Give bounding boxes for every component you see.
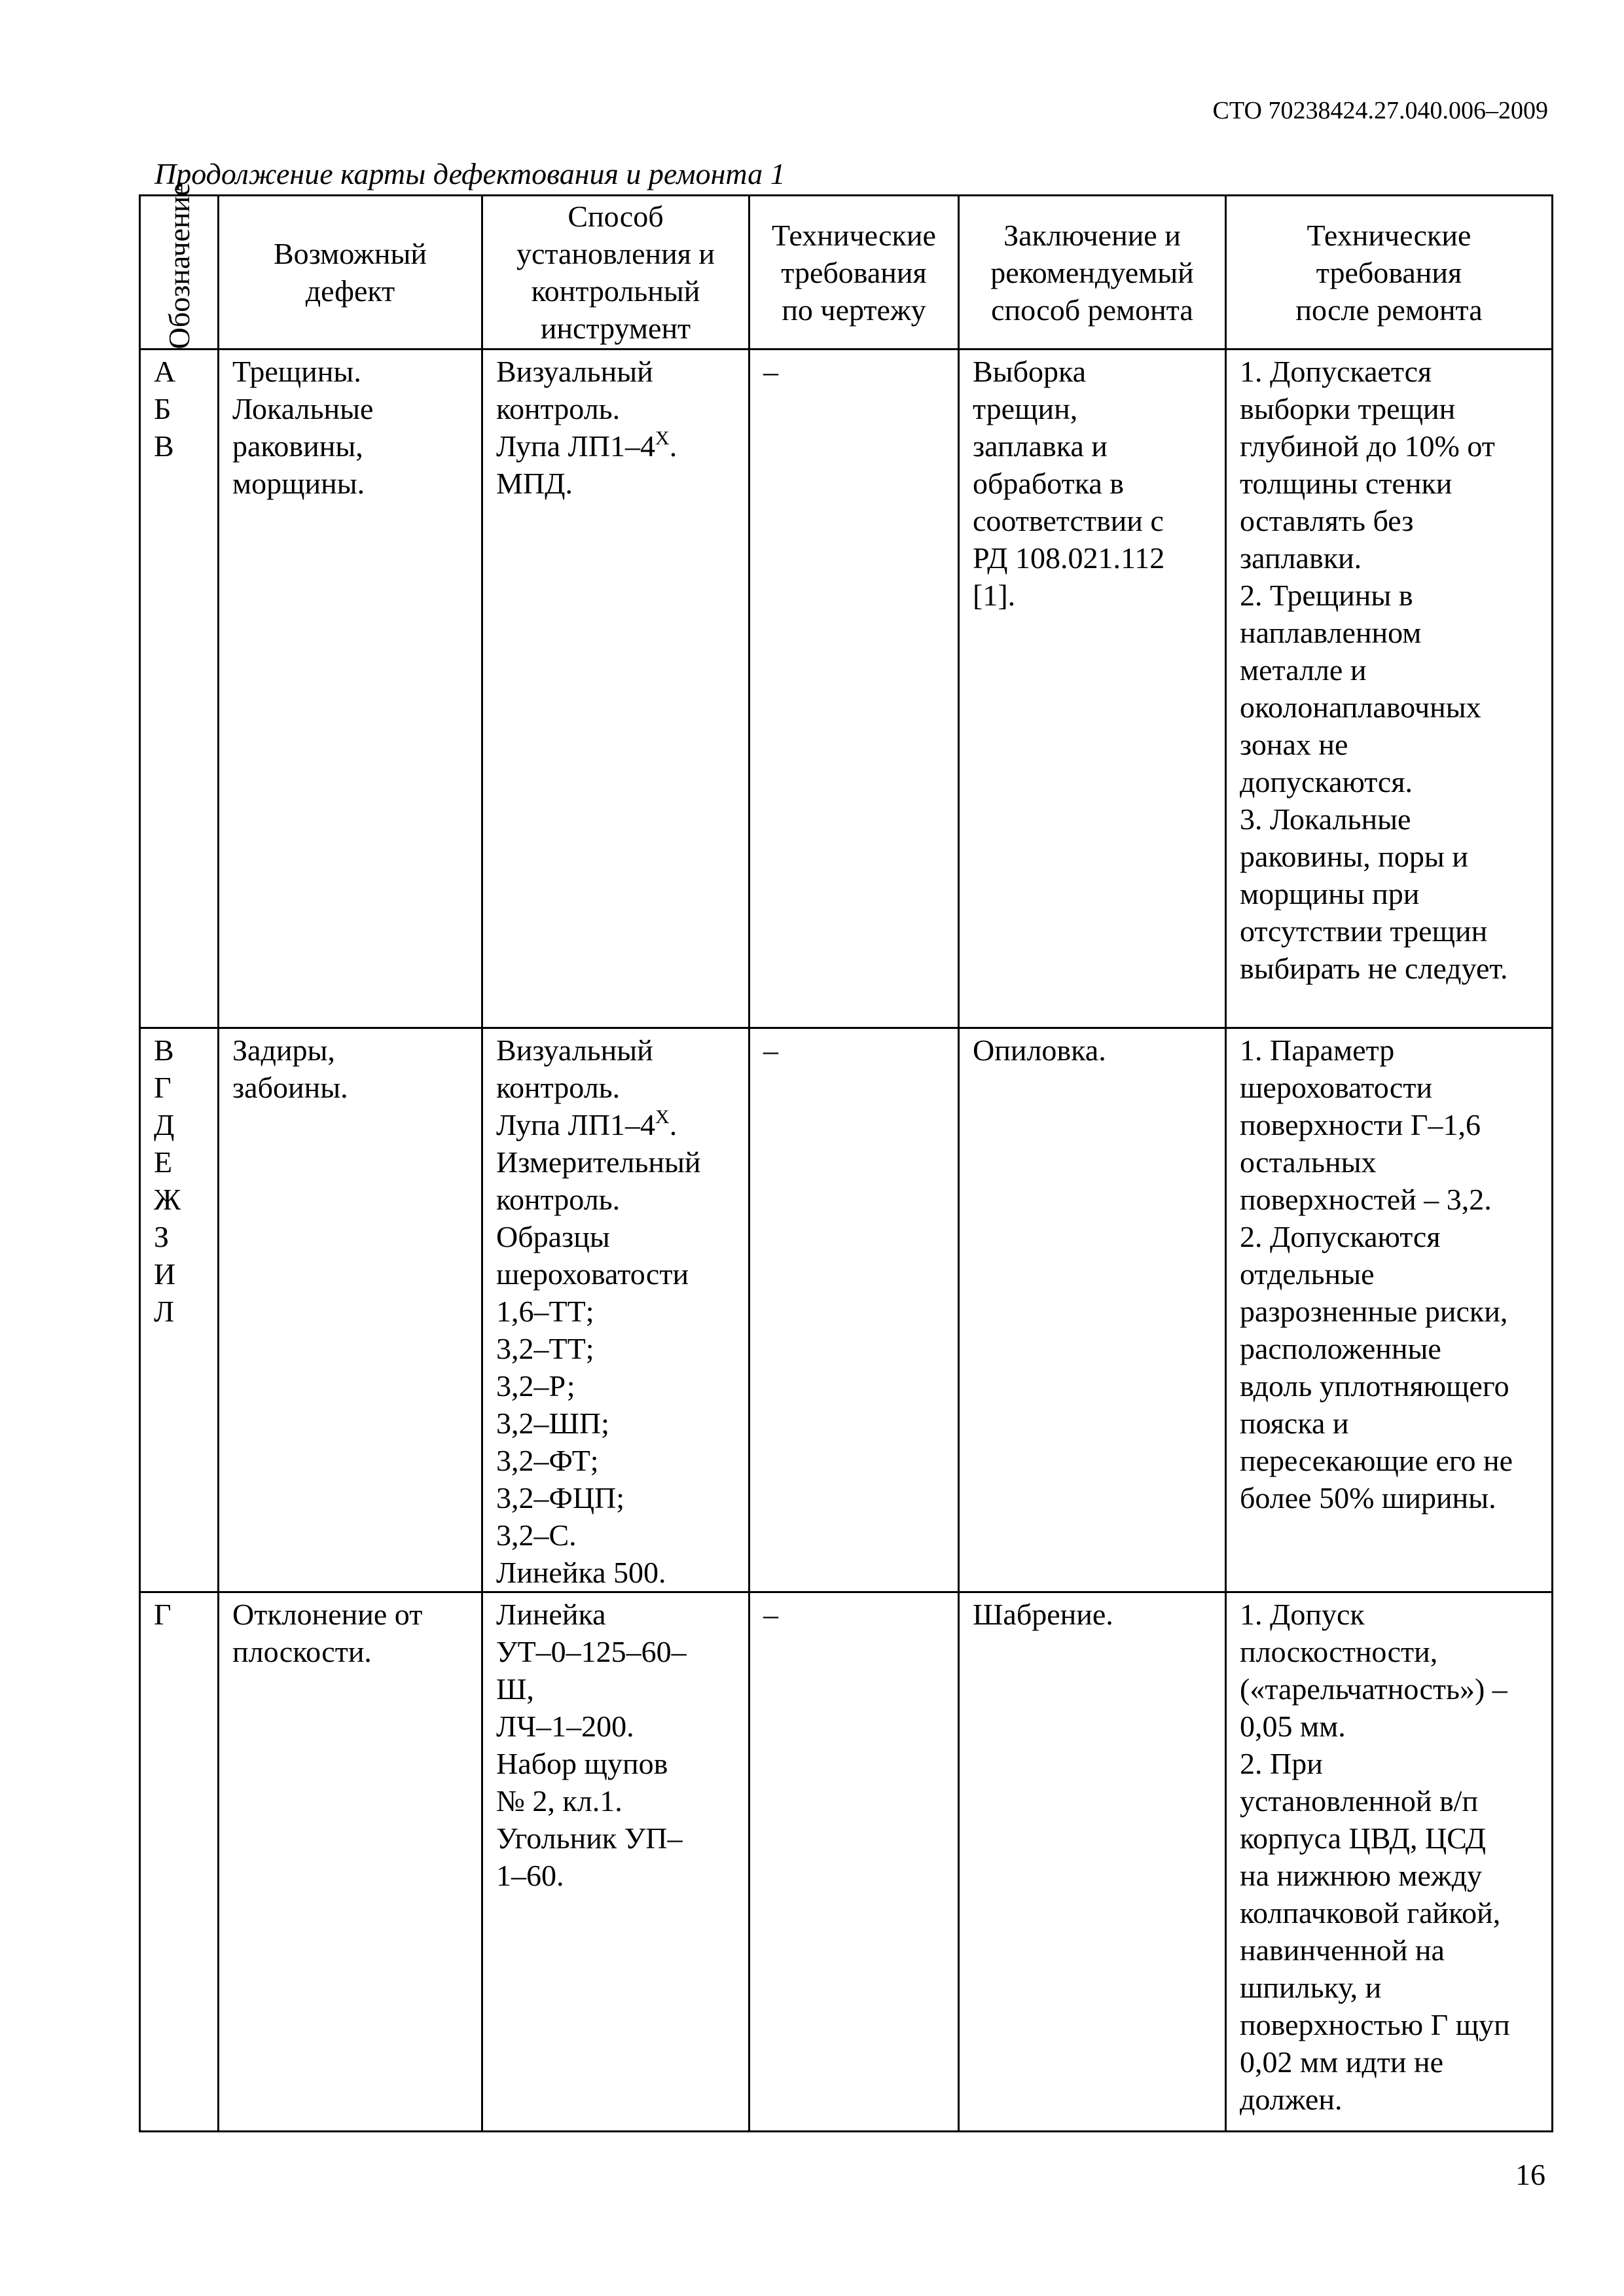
cell-text-line: плоскостности, bbox=[1240, 1635, 1438, 1668]
cell-text-line: 2. Допускаются bbox=[1240, 1220, 1441, 1253]
cell-text-line: рекомендуемый bbox=[990, 255, 1194, 289]
cell-text-line: Шабрение. bbox=[973, 1598, 1113, 1631]
header-designation bbox=[140, 183, 219, 350]
cell-text-line: 3. Локальные bbox=[1240, 802, 1411, 836]
cell-text-line: шероховатости bbox=[1240, 1071, 1433, 1104]
cell-text-line: Е bbox=[154, 1145, 173, 1179]
cell-text-line: отсутствии трещин bbox=[1240, 914, 1488, 948]
cell-defect bbox=[219, 1592, 482, 2132]
cell-text-line: поверхностей – 3,2. bbox=[1240, 1183, 1492, 1216]
cell-text-line: Трещины. bbox=[232, 355, 361, 388]
header-row bbox=[140, 196, 1553, 350]
cell-text-line: Образцы bbox=[496, 1220, 610, 1253]
cell-text-line: Выборка bbox=[973, 355, 1087, 388]
cell-text-line: 1. Допускается bbox=[1240, 355, 1432, 388]
header-designation-text: Обозначение bbox=[162, 183, 196, 350]
cell-text-line: инструмент bbox=[540, 312, 691, 345]
cell-text-line: раковины, bbox=[232, 429, 363, 463]
cell-text-line: более 50% ширины. bbox=[1240, 1481, 1496, 1515]
cell-text-line: Визуальный bbox=[496, 1033, 653, 1067]
cell-text-line: Задиры, bbox=[232, 1033, 335, 1067]
cell-conclusion bbox=[959, 1028, 1226, 1592]
cell-designation bbox=[140, 350, 219, 1028]
cell-method bbox=[482, 1028, 749, 1592]
cell-text-line: Линейка 500. bbox=[496, 1556, 666, 1589]
cell-text-line: трещин, bbox=[973, 392, 1078, 425]
cell-text-line: после ремонта bbox=[1295, 293, 1483, 327]
cell-text-line: Заключение и bbox=[1003, 218, 1181, 252]
cell-text-line: морщины. bbox=[232, 467, 365, 500]
cell-text-line: 3,2–ШП; bbox=[496, 1407, 609, 1440]
cell-text-line: установления и bbox=[516, 237, 715, 270]
cell-drawing-requirements bbox=[749, 1592, 959, 2132]
cell-text-line: способ ремонта bbox=[991, 293, 1193, 327]
cell-text-line: контрольный bbox=[531, 274, 700, 308]
cell-text-line: отдельные bbox=[1240, 1257, 1375, 1291]
table-row bbox=[140, 1592, 1553, 2132]
cell-text-line: Д bbox=[154, 1108, 175, 1141]
document-code: СТО 70238424.27.040.006–2009 bbox=[1212, 97, 1548, 124]
cell-text-line: контроль. bbox=[496, 1183, 621, 1216]
cell-text-line: 3,2–ФЦП; bbox=[496, 1481, 625, 1515]
cell-text-line: выбирать не следует. bbox=[1240, 952, 1508, 985]
cell-method bbox=[482, 350, 749, 1028]
cell-designation bbox=[140, 1592, 219, 2132]
cell-text-line: Технические bbox=[772, 218, 936, 252]
cell-text-line: контроль. bbox=[496, 392, 621, 425]
superscript: Х bbox=[655, 1106, 670, 1128]
cell-text-line: 2. Трещины в bbox=[1240, 579, 1413, 612]
cell-text-line: оставлять без bbox=[1240, 504, 1414, 537]
cell-text-line: обработка в bbox=[973, 467, 1125, 500]
cell-designation bbox=[140, 1028, 219, 1592]
cell-method bbox=[482, 1592, 749, 2132]
cell-text-line: околонаплавочных bbox=[1240, 691, 1481, 724]
cell-text-line: по чертежу bbox=[782, 293, 926, 327]
cell-text-line: поверхности Г–1,6 bbox=[1240, 1108, 1481, 1141]
cell-text-line: 3,2–С. bbox=[496, 1518, 577, 1552]
cell-text-line: МПД. bbox=[496, 467, 573, 500]
cell-conclusion bbox=[959, 350, 1226, 1028]
cell-text-line: № 2, кл.1. bbox=[496, 1784, 623, 1818]
cell-text-line: 0,05 мм. bbox=[1240, 1710, 1346, 1743]
header-conclusion bbox=[959, 196, 1226, 350]
cell-text-line: навинченной на bbox=[1240, 1933, 1445, 1967]
cell-text-line: шпильку, и bbox=[1240, 1971, 1382, 2004]
cell-text-line: расположенные bbox=[1240, 1332, 1441, 1365]
cell-text-line: Ж bbox=[154, 1183, 181, 1216]
cell-text-line: пересекающие его не bbox=[1240, 1444, 1513, 1477]
cell-drawing-requirements bbox=[749, 350, 959, 1028]
cell-text-line: поверхностью Г щуп bbox=[1240, 2008, 1510, 2041]
cell-text-line: Способ bbox=[568, 200, 664, 233]
cell-text-line: должен. bbox=[1240, 2083, 1343, 2116]
cell-text-line: установленной в/п bbox=[1240, 1784, 1479, 1818]
cell-repair-requirements bbox=[1226, 350, 1553, 1028]
cell-text-line: Локальные bbox=[232, 392, 374, 425]
cell-text-line: [1]. bbox=[973, 579, 1016, 612]
cell-text-line: 3,2–ФТ; bbox=[496, 1444, 599, 1477]
table-row bbox=[140, 1028, 1553, 1592]
cell-text-line: Г bbox=[154, 1598, 171, 1631]
header-method bbox=[482, 196, 749, 350]
cell-text-line: зонах не bbox=[1240, 728, 1348, 761]
cell-text-line: З bbox=[154, 1220, 170, 1253]
cell-text-line: остальных bbox=[1240, 1145, 1377, 1179]
cell-text-line: («тарельчатность») – bbox=[1240, 1672, 1507, 1706]
cell-text-line: плоскости. bbox=[232, 1635, 372, 1668]
cell-text-line: Визуальный bbox=[496, 355, 653, 388]
cell-text-line: металле и bbox=[1240, 653, 1367, 687]
cell-text-line: 1. Параметр bbox=[1240, 1033, 1395, 1067]
cell-text-line: колпачковой гайкой, bbox=[1240, 1896, 1501, 1929]
header-defect bbox=[219, 196, 482, 350]
cell-text-line: Г bbox=[154, 1071, 171, 1104]
cell-text-line: раковины, поры и bbox=[1240, 840, 1468, 873]
cell-text-line: Л bbox=[154, 1295, 175, 1328]
cell-text-line: шероховатости bbox=[496, 1257, 689, 1291]
cell-text-line: Угольник УП– bbox=[496, 1821, 683, 1855]
cell-text-line: УТ–0–125–60– bbox=[496, 1635, 687, 1668]
cell-text-line: Ш, bbox=[496, 1672, 534, 1706]
cell-text-line: соответствии с bbox=[973, 504, 1164, 537]
cell-text-line: на нижнюю между bbox=[1240, 1859, 1483, 1892]
cell-text-line: В bbox=[154, 429, 174, 463]
cell-text-line: требования bbox=[1316, 255, 1462, 289]
cell-text-line: Б bbox=[154, 392, 171, 425]
cell-text-line: 0,02 мм идти не bbox=[1240, 2045, 1443, 2079]
cell-text-line: глубиной до 10% от bbox=[1240, 429, 1495, 463]
cell-text-line: И bbox=[154, 1257, 176, 1291]
cell-text-line: требования bbox=[781, 255, 927, 289]
cell-text-line: 3,2–ТТ; bbox=[496, 1332, 594, 1365]
cell-text-line: толщины стенки bbox=[1240, 467, 1453, 500]
header-repair-requirements bbox=[1226, 196, 1553, 350]
cell-text-line: Технические bbox=[1307, 218, 1471, 252]
cell-defect bbox=[219, 1028, 482, 1592]
cell-text-line: допускаются. bbox=[1240, 765, 1413, 798]
cell-text-line: – bbox=[763, 355, 778, 388]
cell-repair-requirements bbox=[1226, 1592, 1553, 2132]
cell-text-line: Лупа $ЛП1-4^Х$. bbox=[496, 427, 677, 463]
cell-text-line: Линейка bbox=[496, 1598, 606, 1631]
cell-text-line: корпуса ЦВД, ЦСД bbox=[1240, 1821, 1487, 1855]
cell-text-line: ЛЧ–1–200. bbox=[496, 1710, 634, 1743]
cell-text-line: Опиловка. bbox=[973, 1033, 1106, 1067]
cell-text-line: пояска и bbox=[1240, 1407, 1349, 1440]
cell-text-line: 1,6–ТТ; bbox=[496, 1295, 594, 1328]
cell-text-line: контроль. bbox=[496, 1071, 621, 1104]
cell-text-line: забоины. bbox=[232, 1071, 348, 1104]
cell-text-line: В bbox=[154, 1033, 174, 1067]
cell-text-line: Набор щупов bbox=[496, 1747, 668, 1780]
cell-text-line: выборки трещин bbox=[1240, 392, 1456, 425]
table-row bbox=[140, 350, 1553, 1028]
cell-defect bbox=[219, 350, 482, 1028]
header-drawing-requirements bbox=[749, 196, 959, 350]
page-number: 16 bbox=[1515, 2158, 1545, 2191]
cell-text-line: РД 108.021.112 bbox=[973, 541, 1165, 575]
cell-text-line: А bbox=[154, 355, 176, 388]
cell-text-line: Измерительный bbox=[496, 1145, 701, 1179]
superscript: Х bbox=[655, 427, 670, 449]
cell-text-line: Возможный bbox=[273, 237, 427, 270]
cell-text-line: наплавленном bbox=[1240, 616, 1422, 649]
cell-text-line: – bbox=[763, 1598, 778, 1631]
cell-text-line: – bbox=[763, 1033, 778, 1067]
cell-text-line: заплавки. bbox=[1240, 541, 1362, 575]
cell-text-line: морщины при bbox=[1240, 877, 1420, 910]
cell-text-line: заплавка и bbox=[973, 429, 1108, 463]
table-caption: Продолжение карты дефектования и ремонта 1 bbox=[154, 157, 785, 190]
cell-text-line: вдоль уплотняющего bbox=[1240, 1369, 1509, 1403]
cell-text-line: дефект bbox=[305, 274, 395, 308]
cell-text-line: 1. Допуск bbox=[1240, 1598, 1365, 1631]
cell-repair-requirements bbox=[1226, 1028, 1553, 1592]
cell-text-line: разрозненные риски, bbox=[1240, 1295, 1508, 1328]
cell-text-line: Лупа $ЛП1-4^Х$. bbox=[496, 1106, 677, 1141]
cell-drawing-requirements bbox=[749, 1028, 959, 1592]
cell-text-line: 1–60. bbox=[496, 1859, 564, 1892]
cell-conclusion bbox=[959, 1592, 1226, 2132]
defect-repair-table bbox=[139, 183, 1553, 2132]
cell-text-line: Отклонение от bbox=[232, 1598, 423, 1631]
cell-text-line: 2. При bbox=[1240, 1747, 1323, 1780]
cell-text-line: 3,2–Р; bbox=[496, 1369, 575, 1403]
